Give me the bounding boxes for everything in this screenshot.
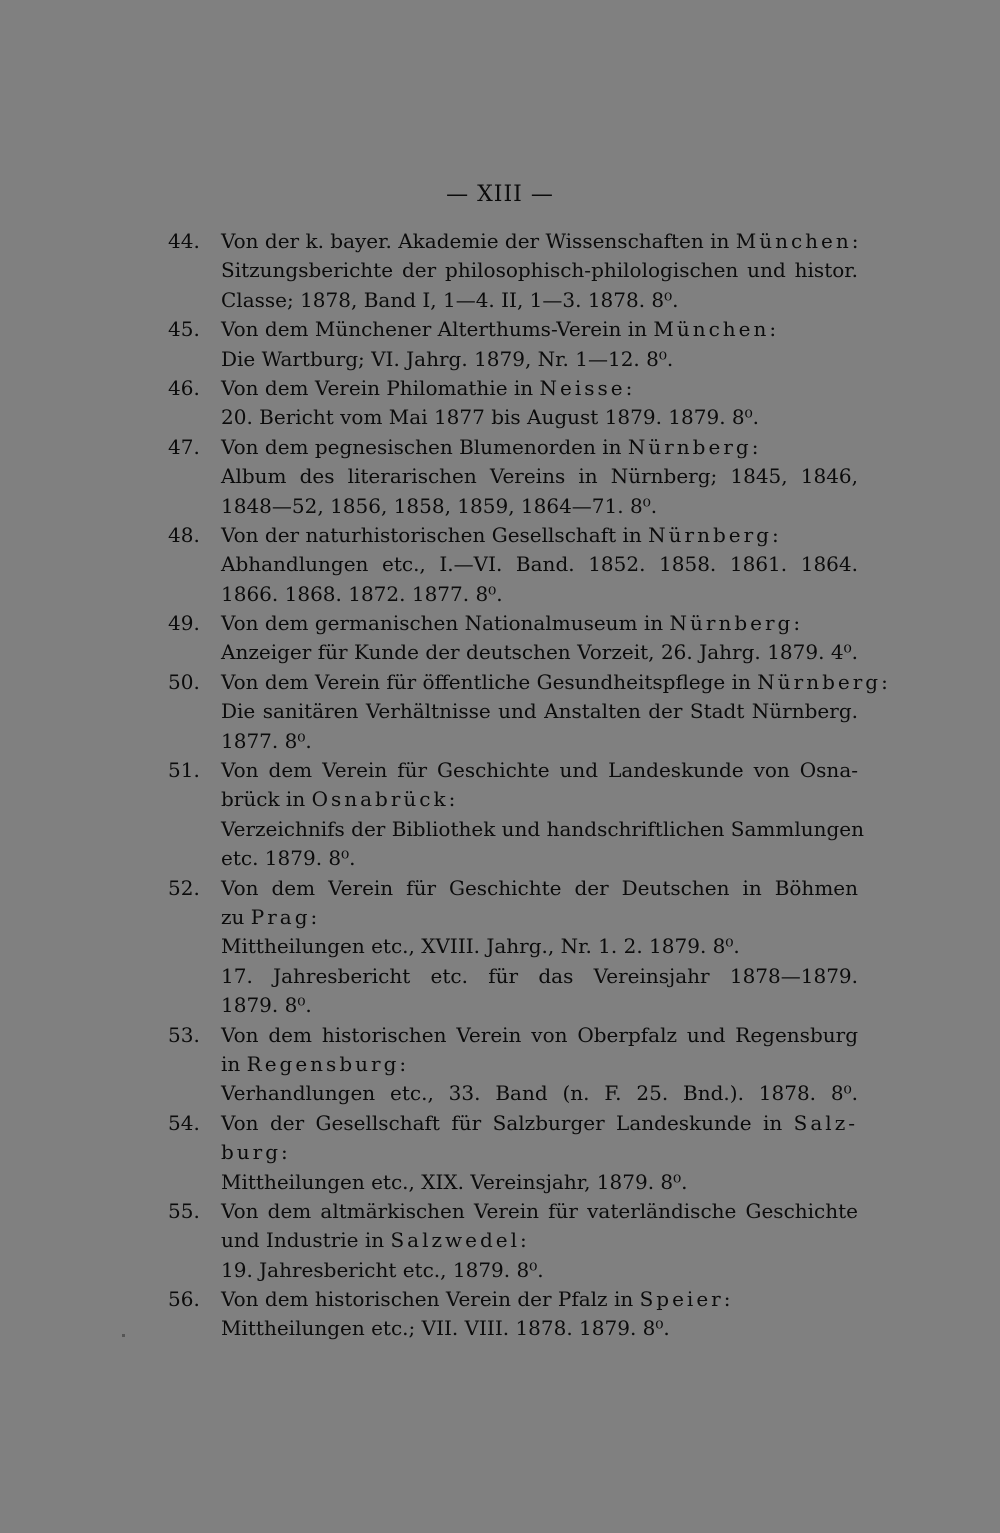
place-name: Nürnberg [669, 611, 794, 636]
line-punctuation: : [310, 904, 318, 929]
entry-line [221, 521, 858, 550]
line-text: Von dem pegnesischen Blumenorden in [221, 434, 628, 459]
entry-line: Die sanitären Verhältnisse und Anstalten der Stadt Nürnberg. [221, 699, 858, 724]
line-punctuation: : [520, 1228, 527, 1253]
entry-text [221, 1021, 858, 1109]
line-punctuation: : [751, 434, 759, 459]
line-text: Von dem historischen Verein der Pfalz in [221, 1287, 640, 1312]
entry-line: Verhandlungen etc., 33. Band (n. F. 25. Bnd.). 1878. 8⁰. [221, 1081, 858, 1106]
entry-line: Mittheilungen etc., XIX. Vereinsjahr, 1879. 8⁰. [221, 1169, 688, 1194]
entry-line: Verzeichnifs der Bibliothek und handschriftlichen Sammlungen [221, 816, 865, 841]
line-text: Von der k. bayer. Akademie der Wissenschaften in [221, 229, 736, 253]
list-item [168, 315, 858, 374]
entry-text [221, 227, 858, 315]
entry-line [221, 227, 858, 256]
entry-line: Anzeiger für Kunde der deutschen Vorzeit, 26. Jahrg. 1879. 4⁰. [221, 640, 858, 665]
entry-line [221, 609, 858, 638]
entry-line: Von dem historischen Verein von Oberpfalz und Regensburg [221, 1022, 858, 1047]
line-punctuation: : [771, 522, 779, 547]
list-item [168, 756, 865, 874]
entry-text [221, 315, 858, 374]
entry-number: 48. [168, 522, 200, 547]
line-text: Von der Gesellschaft für Salzburger Landeskunde in [221, 1110, 794, 1135]
place-name: Nürnberg [757, 669, 882, 694]
list-item [168, 227, 858, 315]
list-item [168, 668, 888, 756]
entry-line: Mittheilungen etc.; VII. VIII. 1878. 1879. 8⁰. [221, 1316, 670, 1341]
list-item [168, 374, 858, 433]
entry-text [221, 668, 888, 756]
list-item [168, 1109, 858, 1197]
place-name: Salzwedel [390, 1228, 521, 1253]
entry-text [221, 1285, 858, 1344]
entry-line: Abhandlungen etc., I.—VI. Band. 1852. 1858. 1861. 1864. [221, 552, 858, 577]
entry-line: Album des literarischen Vereins in Nürnberg; 1845, 1846, [221, 464, 858, 489]
place-name: Nürnberg [627, 434, 752, 459]
list-item [168, 874, 858, 1021]
place-name: Nürnberg [648, 522, 772, 547]
entry-number: 49. [168, 611, 200, 636]
entry-line [221, 1226, 858, 1255]
entry-number: 46. [168, 375, 200, 400]
entry-number: 52. [168, 875, 200, 900]
entry-line: Classe; 1878, Band I, 1—4. II, 1—3. 1878. 8⁰. [221, 287, 679, 312]
entry-line: Sitzungsberichte der philosophisch-philologischen und histor. [221, 258, 858, 283]
entry-line [221, 433, 858, 462]
entry-line [221, 374, 858, 403]
entry-line: Von dem Verein für Geschichte der Deutschen in Böhmen [221, 875, 858, 900]
line-text: zu [221, 904, 251, 929]
entry-line: 1879. 8⁰. [221, 993, 312, 1018]
entry-line: etc. 1879. 8⁰. [221, 846, 356, 871]
entry-number: 53. [168, 1022, 200, 1047]
entry-line: 1866. 1868. 1872. 1877. 8⁰. [221, 581, 503, 606]
line-text: und Industrie in [221, 1228, 391, 1253]
entry-line: 17. Jahresbericht etc. für das Vereinsjahr 1878—1879. [221, 963, 858, 988]
entry-number: 56. [168, 1287, 200, 1312]
entry-number: 44. [168, 229, 200, 253]
entry-text [221, 521, 858, 609]
entry-number: 54. [168, 1110, 200, 1135]
place-name: Neisse [539, 375, 626, 400]
entry-number: 47. [168, 434, 200, 459]
line-text: in [221, 1051, 247, 1076]
entry-line: Von dem Verein für Geschichte und Landeskunde von Osna- [221, 758, 858, 783]
list-item [168, 1021, 858, 1109]
entry-line [221, 1050, 858, 1079]
line-punctuation: : [793, 611, 801, 636]
entry-line: 1877. 8⁰. [221, 728, 312, 753]
list-item [168, 1197, 858, 1285]
entry-line: Die Wartburg; VI. Jahrg. 1879, Nr. 1—12. 8⁰. [221, 346, 674, 371]
line-punctuation: : [625, 375, 633, 400]
entry-number: 51. [168, 758, 200, 783]
entry-line [221, 1109, 858, 1138]
entry-line [221, 1285, 858, 1314]
place-name: burg [221, 1140, 282, 1165]
entry-text [221, 1197, 858, 1285]
place-name: Regensburg [246, 1051, 400, 1076]
line-punctuation: : [769, 317, 777, 342]
line-text: Von dem Münchener Alterthums-Verein in [221, 317, 654, 342]
line-text: Von dem Verein Philomathie in [221, 375, 540, 400]
list-item [168, 1285, 858, 1344]
line-text: Von dem Verein für öffentliche Gesundheitspflege in [221, 669, 758, 694]
entry-line [221, 1138, 858, 1167]
scan-speck [122, 1334, 125, 1337]
entry-text [221, 374, 858, 433]
entry-text [221, 433, 858, 521]
line-punctuation: : [851, 229, 859, 253]
place-name: Osnabrück [311, 787, 449, 812]
place-name: Prag [250, 904, 311, 929]
place-name: München [735, 229, 852, 253]
entry-text [221, 756, 865, 874]
entry-line: 20. Bericht vom Mai 1877 bis August 1879. 1879. 8⁰. [221, 405, 760, 430]
line-text: Von der naturhistorischen Gesellschaft in [221, 522, 649, 547]
line-text: brück in [221, 787, 312, 812]
entry-text [221, 609, 858, 668]
line-punctuation: : [448, 787, 456, 812]
publication-list [168, 227, 888, 1344]
entry-line [221, 315, 858, 344]
line-text: Von dem germanischen Nationalmuseum in [221, 611, 670, 636]
entry-line: 1848—52, 1856, 1858, 1859, 1864—71. 8⁰. [221, 493, 658, 518]
page-number: — XIII — [446, 182, 554, 207]
list-item [168, 433, 858, 521]
place-name: München [653, 317, 770, 342]
entry-line [221, 903, 858, 932]
line-punctuation: : [399, 1051, 407, 1076]
list-item [168, 521, 858, 609]
entry-number: 45. [168, 317, 200, 342]
entry-text [221, 874, 858, 1021]
place-name: Salz- [793, 1110, 858, 1135]
entry-number: 50. [168, 669, 200, 694]
entry-number: 55. [168, 1198, 200, 1223]
entry-line [221, 785, 858, 814]
line-punctuation: : [881, 669, 888, 694]
entry-line: 19. Jahresbericht etc., 1879. 8⁰. [221, 1257, 544, 1282]
entry-line [221, 668, 888, 697]
entry-line: Von dem altmärkischen Verein für vaterländische Geschichte [221, 1198, 858, 1223]
line-punctuation: : [723, 1287, 731, 1312]
entry-text [221, 1109, 858, 1197]
place-name: Speier [639, 1287, 724, 1312]
entry-line: Mittheilungen etc., XVIII. Jahrg., Nr. 1. 2. 1879. 8⁰. [221, 934, 740, 959]
list-item [168, 609, 858, 668]
line-punctuation: : [281, 1140, 288, 1165]
